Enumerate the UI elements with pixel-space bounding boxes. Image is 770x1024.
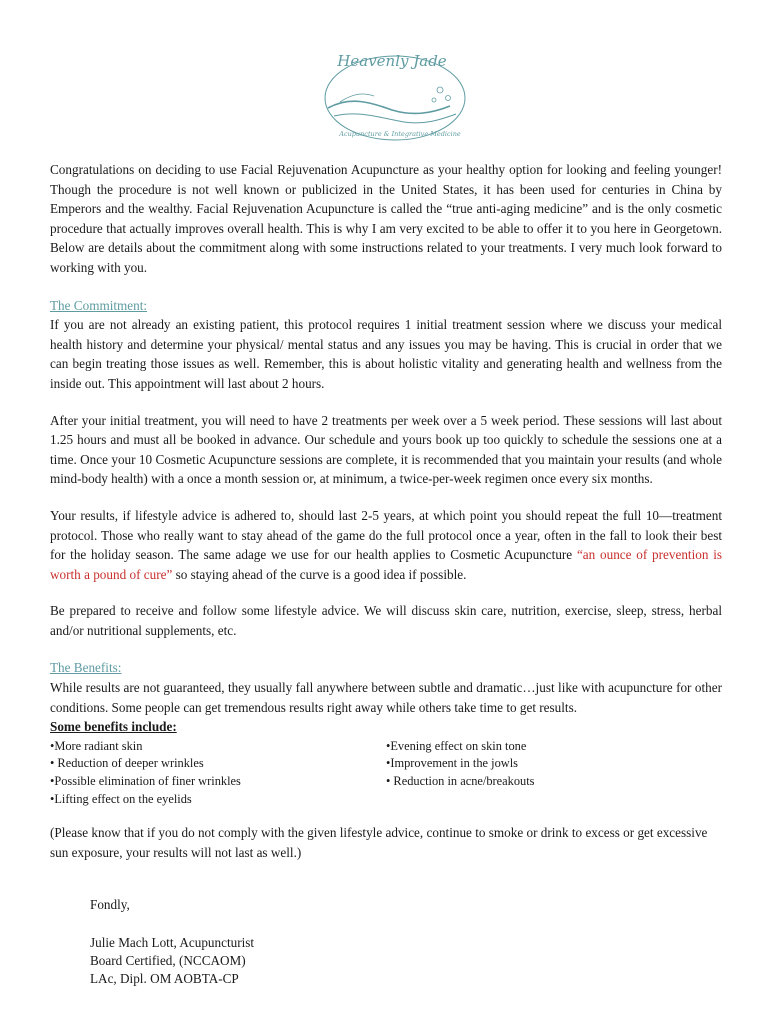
letter-body: [50, 160, 722, 988]
benefits-list: [50, 738, 722, 808]
commitment-p3-start: Your results, if lifestyle advice is adhered to, should last 2-5 years, at which point you should repeat the full 10—treatment protocol. Those who really want to stay ahead of the game do the full protocol once a year, often in the fall to look their best for the holiday season. The same adage we use for our health applies to Cosmetic Acupuncture: [50, 507, 722, 563]
benefits-paragraph: While results are not guaranteed, they usually fall anywhere between subtle and dramatic…just like with acupuncture for other conditions. Some people can get tremendous results right away while others take time to get results.: [50, 680, 722, 715]
signer-certification: Board Certified, (NCCAOM): [90, 953, 246, 969]
closing: Fondly,: [90, 897, 130, 913]
commitment-paragraph-4: Be prepared to receive and follow some lifestyle advice. We will discuss skin care, nutrition, exercise, sleep, stress, herbal and/or nutritional supplements, etc.: [50, 603, 722, 638]
list-item: •More radiant skin: [50, 738, 143, 753]
commitment-paragraph-3: [50, 506, 722, 584]
commitment-paragraph-1: If you are not already an existing patient, this protocol requires 1 initial treatment session where we discuss your medical health history and determine your physical/ mental status and any issues you may be having. This is crucial in order that we can begin treating those issues as well. Remember, this is about holistic vitality and generating health and wellness from the inside out. This appointment will last about 2 hours.: [50, 317, 722, 391]
benefits-right-column: [386, 738, 722, 808]
list-item: • Reduction of deeper wrinkles: [50, 756, 204, 771]
list-item: •Improvement in the jowls: [386, 756, 519, 771]
logo-name: Heavenly Jade: [337, 52, 447, 70]
benefits-subheading: Some benefits include:: [50, 719, 177, 735]
list-item: •Evening effect on skin tone: [386, 738, 527, 753]
list-item: • Reduction in acne/breakouts: [386, 774, 535, 789]
benefits-heading: The Benefits:: [50, 660, 122, 676]
logo: [300, 36, 480, 154]
benefits-left-column: [50, 738, 386, 808]
commitment-heading: The Commitment:: [50, 297, 148, 313]
signer-name: Julie Mach Lott, Acupuncturist: [90, 935, 255, 951]
list-item: •Possible elimination of finer wrinkles: [50, 774, 241, 789]
logo-tagline: Acupuncture & Integrative Medicine: [339, 130, 461, 138]
intro-paragraph: Congratulations on deciding to use Facial Rejuvenation Acupuncture as your healthy option for looking and feeling younger! Though the procedure is not well known or publicized in the United States, it has been used for centuries in China by Emperors and the wealthy. Facial Rejuvenation Acupuncture is called the “true anti-aging medicine” and is the only cosmetic procedure that actually improves overall health. This is why I am very excited to be able to offer it to you here in Georgetown. Below are details about the commitment along with some instructions related to your treatments. I very much look forward to working with you.: [50, 162, 722, 275]
signer-credentials: LAc, Dipl. OM AOBTA-CP: [90, 971, 239, 987]
commitment-p3-end: so staying ahead of the curve is a good idea if possible.: [175, 566, 467, 582]
list-item: •Lifting effect on the eyelids: [50, 791, 192, 806]
signature-block: [90, 896, 722, 988]
commitment-paragraph-2: After your initial treatment, you will need to have 2 treatments per week over a 5 week period. These sessions will last about 1.25 hours and must all be booked in advance. Our schedule and yours book up too quickly to schedule the sessions one at a time. Once your 10 Cosmetic Acupuncture sessions are complete, it is recommended that you maintain your results (and whole mind-body health) with a once a month session or, at minimum, a twice-per-week regimen once every six months.: [50, 412, 722, 487]
prevention-quote: “an ounce of prevention is worth a pound of cure”: [50, 547, 723, 582]
heavenly-jade-logo: [300, 36, 480, 154]
lifestyle-note: (Please know that if you do not comply with the given lifestyle advice, continue to smoke or drink to excess or get excessive sun exposure, your results will not last as well.): [50, 825, 708, 860]
